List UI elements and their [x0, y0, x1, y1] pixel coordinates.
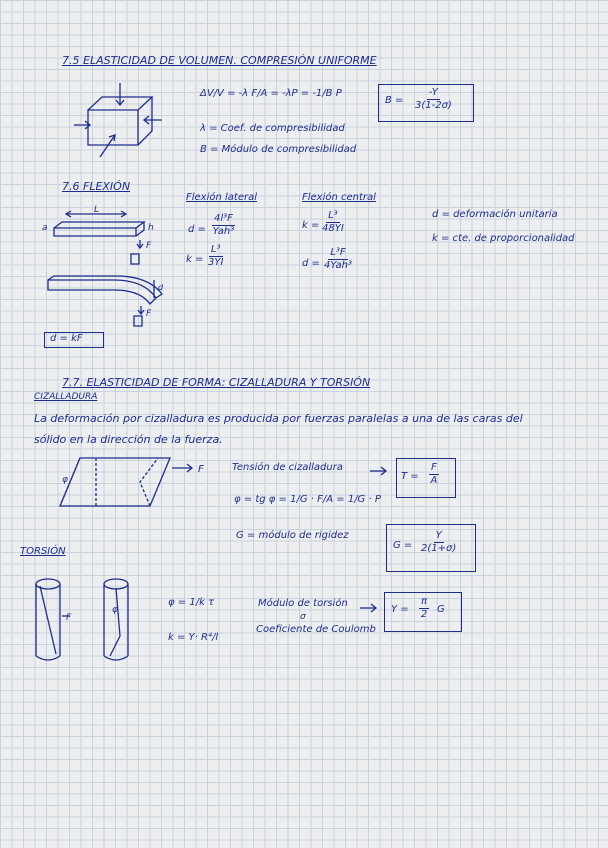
shear-description-line2: sólido en la dirección de la fuerza.: [34, 433, 223, 446]
torsion-modulus-box: [384, 592, 462, 632]
b-numerator: -Y: [428, 87, 438, 98]
shear-angle-equation: φ = tg φ = 1/G · F/A = 1/G · P: [234, 494, 381, 505]
shear-angle-label: φ: [62, 475, 68, 485]
beam-height-label: h: [148, 223, 154, 233]
torsion-cylinder-1: [30, 576, 80, 666]
lateral-k-denominator: 3YI: [208, 257, 224, 268]
g-denominator: 2(1+σ): [421, 543, 457, 554]
shear-force-label: F: [198, 464, 204, 475]
g-numerator: Y: [435, 530, 442, 541]
central-k-numerator: L³: [328, 210, 338, 221]
volume-equation: ΔV/V = -λ F/A = -λP = -1/B P: [200, 88, 342, 99]
torsion-modulus-text: Módulo de torsión: [258, 598, 348, 609]
lateral-d-numerator: 4l³F: [214, 213, 233, 224]
lateral-k-fraction: [208, 244, 223, 269]
central-d-denominator: 4Yah³: [324, 260, 353, 271]
shear-block-diagram: [40, 448, 210, 518]
torsion-angle-equation: φ = 1/k τ: [168, 597, 215, 608]
central-d-lhs: d =: [302, 258, 320, 269]
beam-width-label: a: [42, 223, 48, 233]
deflection-label: d: [158, 283, 164, 292]
torsion-box-numerator: π: [421, 596, 428, 607]
beam-length-label: L: [94, 205, 100, 215]
tau-fraction: [429, 462, 439, 487]
tau-numerator: F: [431, 462, 437, 473]
compressibility-coef-def: λ = Coef. de compresibilidad: [200, 123, 345, 134]
bent-beam-diagram: [44, 276, 174, 336]
proportionality-box: [44, 332, 104, 348]
torsion-box-lhs: Y =: [391, 604, 409, 615]
beam-force-label: F: [146, 241, 152, 251]
section-7-5-title: 7.5 ELASTICIDAD DE VOLUMEN. COMPRESIÓN UNIFORME: [62, 54, 377, 67]
compressibility-modulus-def: B = Módulo de compresibilidad: [200, 144, 357, 155]
lateral-beam-diagram: [36, 200, 166, 270]
g-lhs: G =: [393, 540, 413, 551]
central-k-fraction: [322, 210, 344, 235]
tau-denominator: A: [430, 475, 438, 486]
torsion-box-denominator: 2: [420, 609, 428, 620]
lateral-d-lhs: d =: [188, 224, 206, 235]
g-fraction: [421, 530, 456, 555]
b-label: B =: [385, 95, 404, 106]
arrow-icon: [370, 466, 390, 476]
lateral-d-denominator: Yah³: [212, 226, 235, 237]
torsion-cylinder-2: [98, 576, 138, 666]
shear-subtitle: CIZALLADURA: [34, 392, 98, 402]
lateral-k-numerator: L³: [210, 244, 221, 255]
section-7-6-title: 7.6 FLEXIÓN: [62, 180, 131, 193]
d-kf: d = kF: [50, 333, 83, 344]
cube-compression-diagram: [70, 85, 160, 165]
unit-deformation-def: d = deformación unitaria: [432, 209, 558, 220]
lateral-flexion-title: Flexión lateral: [186, 192, 258, 203]
lateral-k-lhs: k =: [186, 254, 204, 265]
torsion-box-rhs: G: [437, 604, 445, 615]
torsion-force-label: F: [66, 613, 72, 623]
shear-stress-box: [396, 458, 456, 498]
central-d-numerator: L³F: [330, 247, 346, 258]
torsion-angle-label: φ: [112, 605, 118, 615]
central-flexion-title: Flexión central: [302, 192, 376, 203]
torsion-constant-equation: k = Y· R⁴/l: [168, 632, 219, 643]
bent-force-label: F: [146, 309, 152, 319]
rigidity-modulus-label: G = módulo de rigidez: [236, 530, 349, 541]
coulomb-coefficient-label: Coeficiente de Coulomb: [256, 624, 376, 635]
bulk-modulus-box: [378, 84, 474, 122]
rigidity-modulus-box: [386, 524, 476, 572]
central-d-fraction: [324, 247, 352, 272]
torsion-title: TORSIÓN: [20, 546, 66, 557]
proportionality-constant-def: k = cte. de proporcionalidad: [432, 233, 575, 244]
shear-stress-label: Tensión de cizalladura: [232, 462, 343, 473]
central-k-lhs: k =: [302, 220, 320, 231]
arrow-icon: [360, 603, 380, 613]
lateral-d-fraction: [212, 213, 235, 238]
central-k-denominator: 48YI: [322, 223, 344, 234]
tau-lhs: T =: [401, 471, 419, 482]
b-denominator: 3(1-2σ): [415, 100, 452, 111]
b-fraction: [415, 87, 452, 112]
shear-description-line1: La deformación por cizalladura es producida por fuerzas paralelas a una de las caras del: [34, 412, 523, 425]
torsion-box-fraction: [419, 596, 429, 621]
sigma-symbol: σ: [300, 612, 306, 622]
section-7-7-title: 7.7. ELASTICIDAD DE FORMA: CIZALLADURA Y TORSIÓN: [62, 376, 371, 389]
